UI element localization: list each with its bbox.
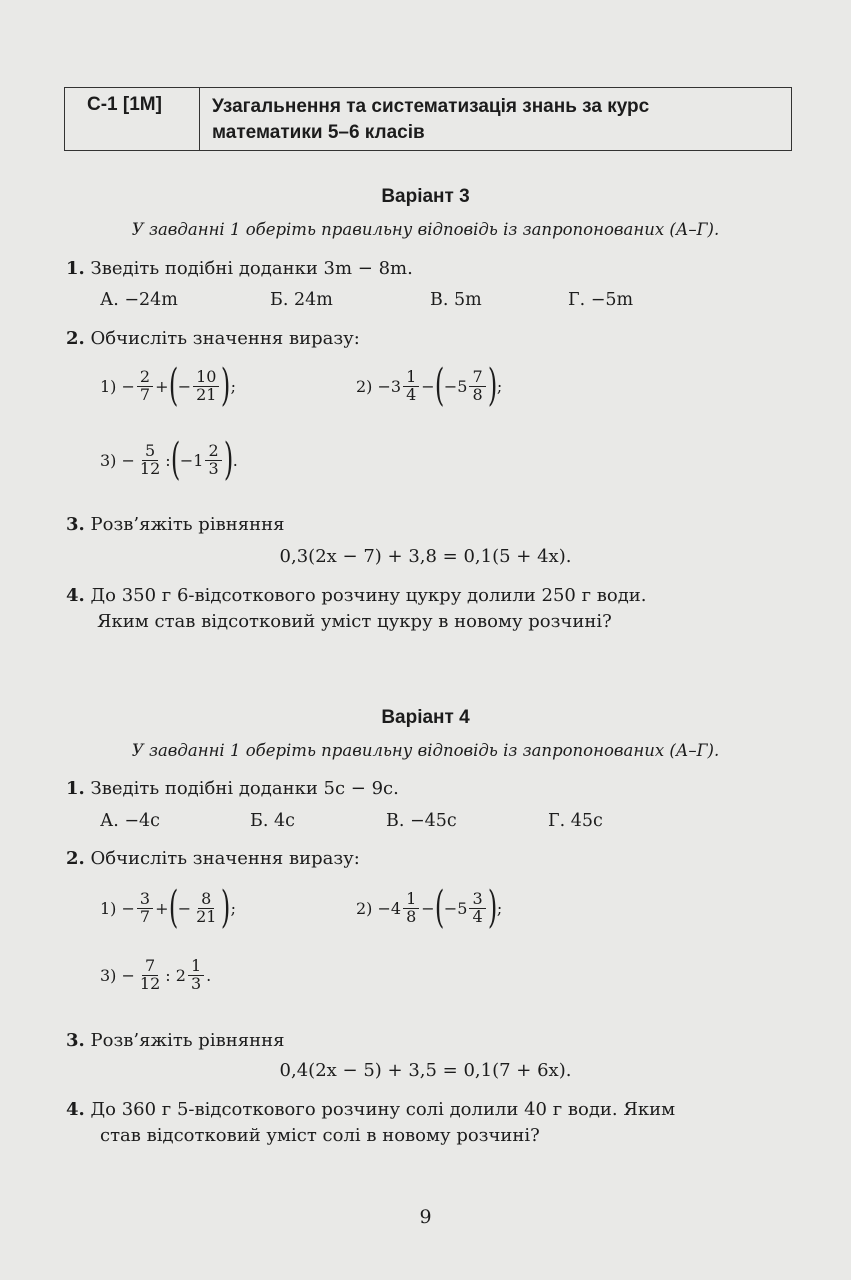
task-number: 2. [66,848,85,869]
v3-expression-3: 3) − $\frac{5}{12}$ : ( −1 $\frac{2}{3}$ ) . [100,434,238,485]
v4-option-d: Г. 45c [548,811,603,831]
task-text: Розв’яжіть рівняння [90,1030,285,1051]
task-number: 4. [66,1099,85,1120]
v3-option-c: В. 5m [430,290,482,310]
v3-expression-2: 2) −3 $\frac{1}{4}$ − ( −5 $\frac{7}{8}$ ) ; [356,360,503,411]
section-title [200,88,649,150]
v4-task2 [66,848,360,869]
page-number: 9 [419,1206,432,1228]
task-text: Зведіть подібні доданки 3m − 8m. [90,258,413,279]
section-title-line1: Узагальнення та систематизація знань за курс [212,96,650,117]
v4-option-c: В. −45c [386,811,457,831]
variant-4-instruction: У завданні 1 оберіть правильну відповідь із запропонованих (А–Г). [131,741,720,760]
v3-task2 [66,328,360,349]
task-text: Обчисліть значення виразу: [90,328,360,349]
v3-equation: 0,3(2x − 7) + 3,8 = 0,1(5 + 4x). [279,546,572,567]
v3-task3 [66,514,284,535]
v3-option-d: Г. −5m [568,290,634,310]
v4-expression-1: 1) − $\frac{3}{7}$ + ( − $\frac{8}{21}$ ) ; [100,882,237,933]
task-text: Обчисліть значення виразу: [90,848,360,869]
v3-task4: 4. До 350 г 6-відсоткового розчину цукру долили 250 г води. Яким став відсотковий уміст цукру в новому розчині? [66,585,647,632]
v4-task1 [66,778,399,799]
v4-equation: 0,4(2x − 5) + 3,5 = 0,1(7 + 6x). [279,1060,572,1081]
section-header-box [64,87,792,151]
task-number: 1. [66,258,85,279]
v3-option-a: А. −24m [100,290,178,310]
task-number: 3. [66,1030,85,1051]
task-number: 1. [66,778,85,799]
v4-option-a: А. −4c [100,811,160,831]
task-text: Зведіть подібні доданки 5c − 9c. [90,778,399,799]
v4-expression-2: 2) −4 $\frac{1}{8}$ − ( −5 $\frac{3}{4}$ ) ; [356,882,503,933]
variant-3-instruction: У завданні 1 оберіть правильну відповідь із запропонованих (А–Г). [131,220,720,239]
v4-expression-3: 3) − $\frac{7}{12}$ : 2 $\frac{1}{3}$ . [100,956,212,993]
section-title-line2: математики 5–6 класів [212,122,425,143]
task-number: 3. [66,514,85,535]
v3-option-b: Б. 24m [270,290,333,310]
task-text: Розв’яжіть рівняння [90,514,285,535]
section-code: С-1 [1М] [65,88,200,150]
v4-task3 [66,1030,284,1051]
v4-task4: 4. До 360 г 5-відсоткового розчину солі долили 40 г води. Яким став відсотковий уміст солі в новому розчині? [66,1099,676,1146]
v4-option-b: Б. 4c [250,811,295,831]
variant-4-title: Варіант 4 [381,707,470,728]
task-number: 4. [66,585,85,606]
v3-task1 [66,258,413,279]
task-number: 2. [66,328,85,349]
variant-3-title: Варіант 3 [381,186,470,207]
v3-expression-1: 1) − $\frac{2}{7}$ + ( − $\frac{10}{21}$ ) ; [100,360,237,411]
